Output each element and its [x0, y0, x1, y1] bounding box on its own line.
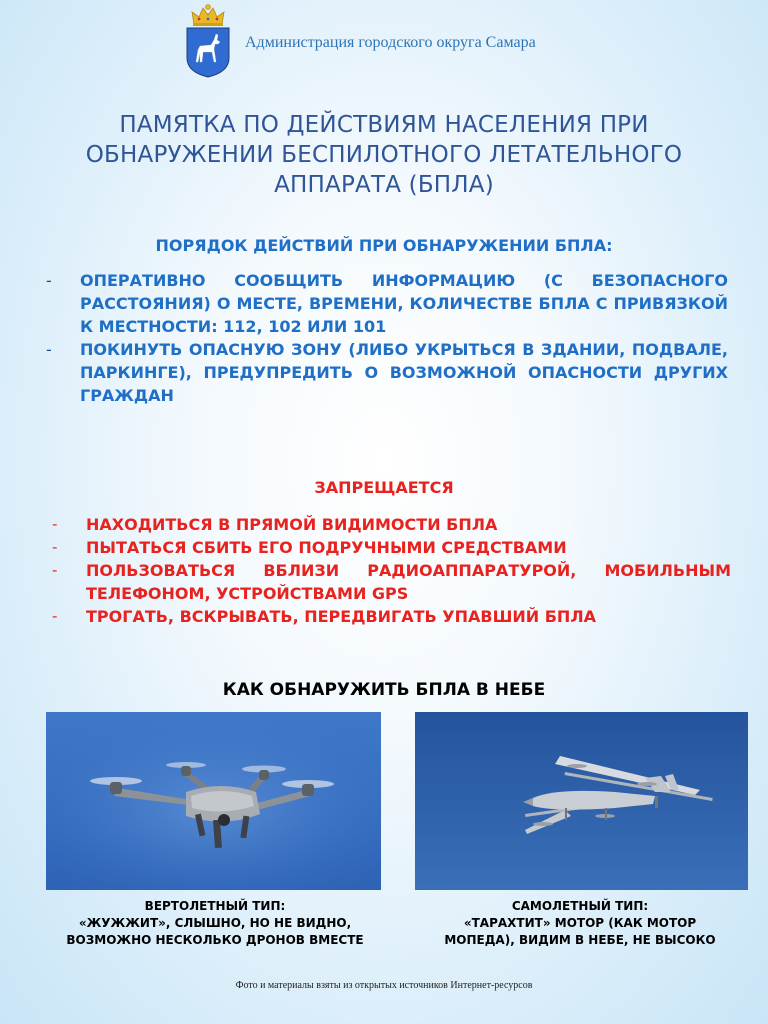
forbidden-text: НАХОДИТЬСЯ В ПРЯМОЙ ВИДИМОСТИ БПЛА — [86, 515, 498, 534]
forbidden-text: ТРОГАТЬ, ВСКРЫВАТЬ, ПЕРЕДВИГАТЬ УПАВШИЙ БПЛА — [86, 607, 596, 626]
caption-text: «ЖУЖЖИТ», СЛЫШНО, НО НЕ ВИДНО, — [78, 916, 352, 930]
caption-title: САМОЛЕТНЫЙ ТИП: — [511, 899, 649, 913]
list-item — [52, 605, 731, 628]
list-bullet: - — [52, 561, 58, 579]
forbidden-text: ПЫТАТЬСЯ СБИТЬ ЕГО ПОДРУЧНЫМИ СРЕДСТВАМИ — [86, 538, 567, 557]
detection-heading: КАК ОБНАРУЖИТЬ БПЛА В НЕБЕ — [222, 680, 546, 700]
forbidden-heading: ЗАПРЕЩАЕТСЯ — [314, 478, 454, 497]
forbidden-list — [52, 513, 731, 628]
list-item — [52, 536, 731, 559]
list-bullet: - — [46, 340, 52, 359]
airplane-type-caption — [395, 898, 765, 949]
list-bullet: - — [46, 271, 52, 290]
list-item — [52, 513, 731, 536]
quadcopter-drone-photo — [46, 712, 381, 890]
forbidden-text: ПОЛЬЗОВАТЬСЯ ВБЛИЗИ РАДИОАППАРАТУРОЙ, МОБИЛЬНЫМ ТЕЛЕФОНОМ, УСТРОЙСТВАМИ GPS — [86, 561, 731, 603]
page-title: ПАМЯТКА ПО ДЕЙСТВИЯМ НАСЕЛЕНИЯ ПРИ ОБНАРУЖЕНИИ БЕСПИЛОТНОГО ЛЕТАТЕЛЬНОГО АППАРАТА (БПЛА) — [85, 112, 683, 198]
list-item — [46, 338, 728, 407]
caption-text: ВОЗМОЖНО НЕСКОЛЬКО ДРОНОВ ВМЕСТЕ — [66, 933, 364, 947]
list-bullet: - — [52, 538, 58, 556]
caption-text: «ТАРАХТИТ» МОТОР (КАК МОТОР — [463, 916, 697, 930]
caption-title: ВЕРТОЛЕТНЫЙ ТИП: — [144, 899, 286, 913]
actions-list — [46, 269, 728, 407]
organization-name: Администрация городского округа Самара — [245, 34, 536, 51]
caption-text: МОПЕДА), ВИДИМ В НЕБЕ, НЕ ВЫСОКО — [444, 933, 716, 947]
list-item — [52, 559, 731, 605]
fixed-wing-drone-photo — [415, 712, 748, 890]
helicopter-type-caption — [30, 898, 400, 949]
action-text: ОПЕРАТИВНО СООБЩИТЬ ИНФОРМАЦИЮ (С БЕЗОПАСНОГО РАССТОЯНИЯ) О МЕСТЕ, ВРЕМЕНИ, КОЛИЧЕСТВЕ БПЛА С ПРИВЯЗКОЙ К МЕСТНОСТИ: 112, 102 ИЛИ 101 — [80, 271, 728, 336]
header — [183, 2, 536, 78]
list-bullet: - — [52, 515, 58, 533]
list-bullet: - — [52, 607, 58, 625]
samara-coat-of-arms-icon — [183, 2, 233, 78]
source-note: Фото и материалы взяты из открытых источников Интернет-ресурсов — [235, 980, 533, 991]
list-item — [46, 269, 728, 338]
action-text: ПОКИНУТЬ ОПАСНУЮ ЗОНУ (ЛИБО УКРЫТЬСЯ В ЗДАНИИ, ПОДВАЛЕ, ПАРКИНГЕ), ПРЕДУПРЕДИТЬ О ВОЗМОЖНОЙ ОПАСНОСТИ ДРУГИХ ГРАЖДАН — [80, 340, 728, 405]
actions-heading: ПОРЯДОК ДЕЙСТВИЙ ПРИ ОБНАРУЖЕНИИ БПЛА: — [155, 236, 613, 255]
